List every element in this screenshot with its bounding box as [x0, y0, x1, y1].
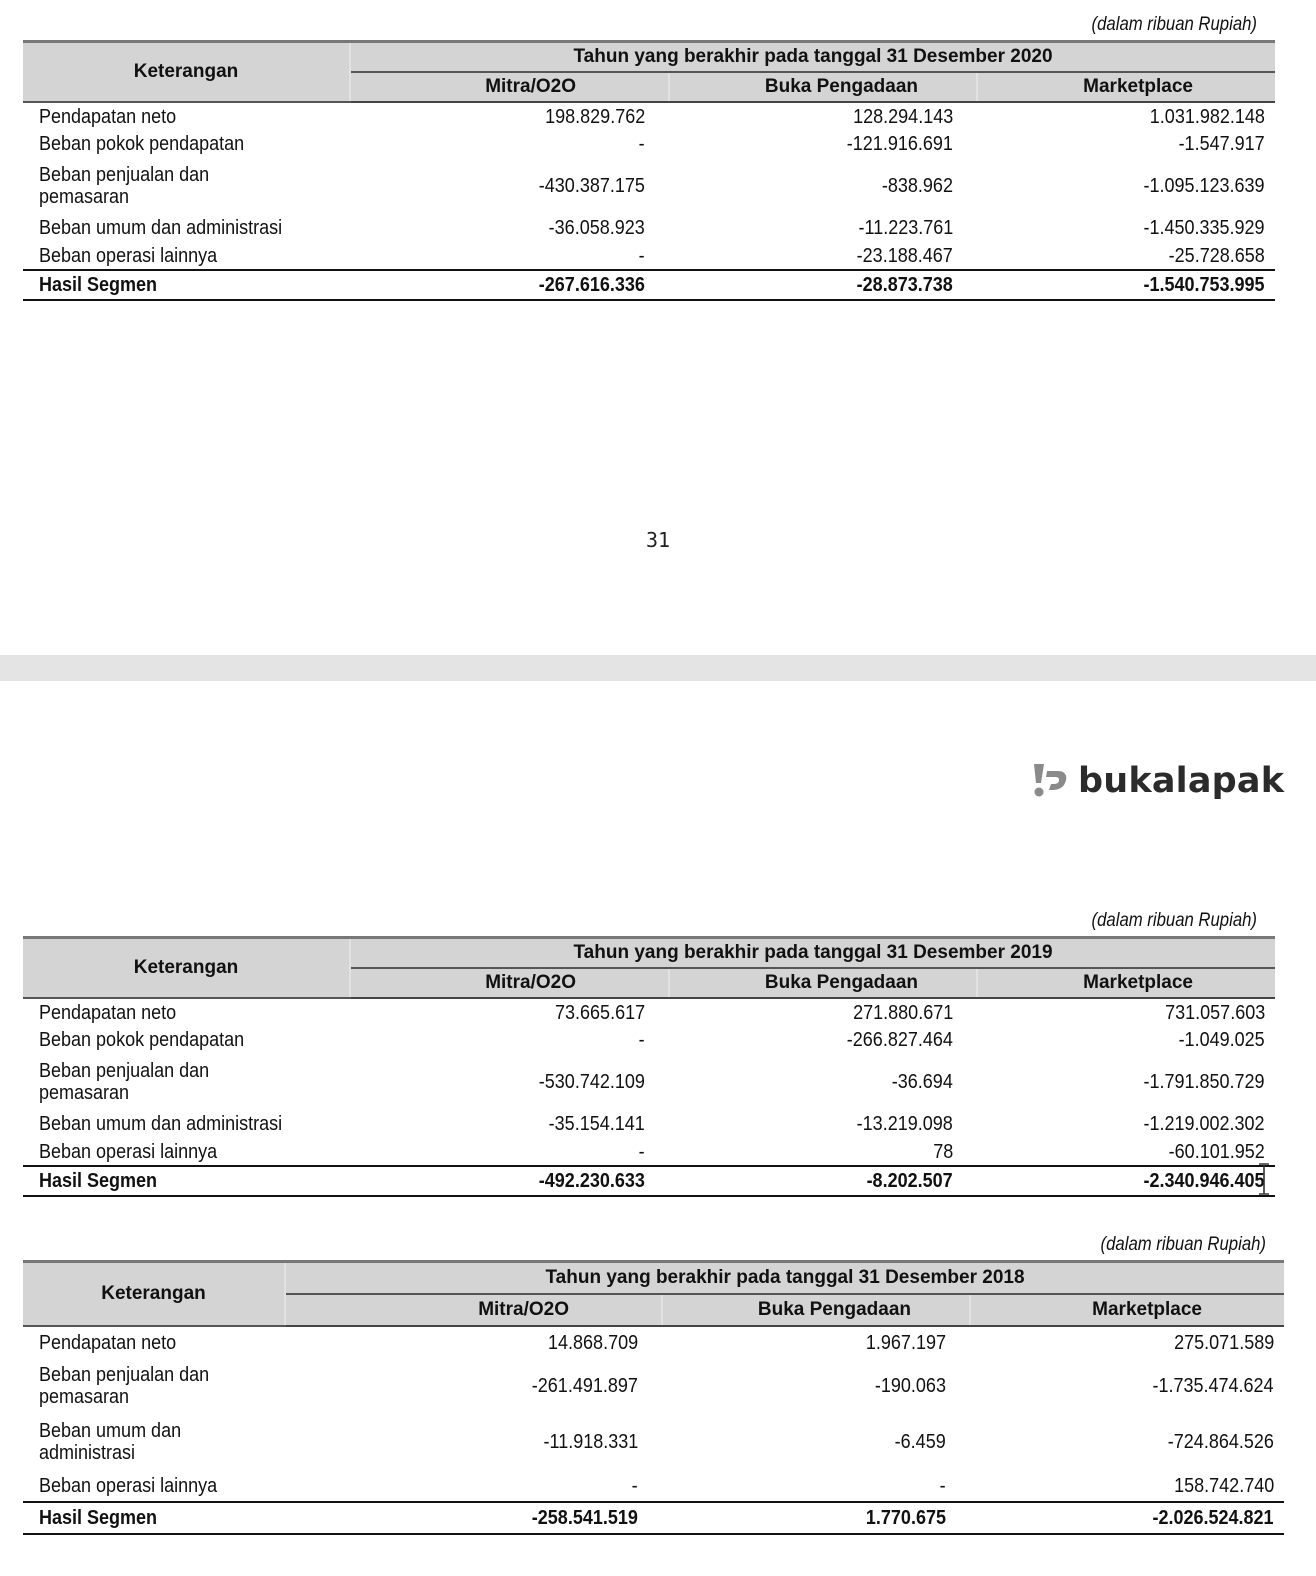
table-row: [23, 242, 1275, 270]
row-label: Beban operasi lainnya: [39, 244, 218, 267]
table-row: [23, 102, 1275, 130]
cell-marketplace: -1.095.123.639: [1143, 175, 1265, 197]
col-header-marketplace: Marketplace: [977, 72, 1275, 102]
table-row: [23, 214, 1275, 242]
header-keterangan: Keterangan: [23, 42, 350, 103]
cell-mitra-o2o: 14.868.709: [547, 1331, 638, 1354]
segment-table-2020: [23, 40, 1275, 301]
cell-buka-pengadaan: -36.694: [891, 1071, 953, 1093]
page-number: 31: [645, 528, 671, 552]
row-label: Pendapatan neto: [39, 105, 177, 128]
table-row: [23, 1358, 1284, 1414]
cell-buka-pengadaan: 1.967.197: [865, 1331, 946, 1354]
cell-marketplace: -60.101.952: [1168, 1140, 1265, 1163]
cell-marketplace: -1.735.474.624: [1152, 1375, 1274, 1397]
table-row-total: [23, 1502, 1284, 1534]
unit-note-2020: (dalam ribuan Rupiah): [1091, 14, 1257, 35]
text-cursor-icon: [1257, 1163, 1271, 1195]
col-header-buka-pengadaan: Buka Pengadaan: [662, 1294, 970, 1326]
cell-buka-pengadaan: -190.063: [874, 1375, 946, 1397]
table-row-total: [23, 270, 1275, 300]
cell-marketplace: 158.742.740: [1173, 1474, 1274, 1497]
table-row: [23, 1470, 1284, 1502]
row-label: Pendapatan neto: [39, 1001, 177, 1024]
table-row: [23, 1138, 1275, 1166]
unit-note-2019: (dalam ribuan Rupiah): [1091, 910, 1257, 931]
col-header-mitra-o2o: Mitra/O2O: [350, 968, 669, 998]
row-label: Beban pokok pendapatan: [39, 1029, 245, 1051]
cell-mitra-o2o: -: [638, 133, 645, 155]
cell-marketplace: -1.791.850.729: [1143, 1071, 1265, 1093]
cell-buka-pengadaan: 128.294.143: [852, 105, 953, 128]
cell-buka-pengadaan: -6.459: [894, 1431, 946, 1453]
cell-buka-pengadaan: -28.873.738: [856, 274, 953, 296]
cell-buka-pengadaan: 271.880.671: [852, 1001, 953, 1024]
table-row: [23, 130, 1275, 158]
header-period-2019: Tahun yang berakhir pada tanggal 31 Desember 2019: [350, 938, 1275, 969]
table-row: [23, 1414, 1284, 1470]
cell-marketplace: -1.049.025: [1178, 1029, 1265, 1051]
row-label: Beban umum dan administrasi: [39, 217, 283, 239]
cell-mitra-o2o: -258.541.519: [531, 1507, 638, 1529]
table-row-total: [23, 1166, 1275, 1196]
cell-buka-pengadaan: 78: [932, 1140, 953, 1163]
unit-note-2018: (dalam ribuan Rupiah): [1100, 1234, 1266, 1255]
row-label: Beban umum dan administrasi: [39, 1113, 283, 1135]
col-header-marketplace: Marketplace: [970, 1294, 1284, 1326]
cell-mitra-o2o: -: [638, 1140, 645, 1163]
table-row: [23, 1054, 1275, 1110]
cell-buka-pengadaan: -121.916.691: [846, 133, 953, 155]
cell-marketplace: -2.340.946.405: [1143, 1170, 1265, 1192]
cell-buka-pengadaan: -23.188.467: [856, 244, 953, 267]
cell-marketplace: 275.071.589: [1173, 1331, 1274, 1354]
header-keterangan: Keterangan: [23, 938, 350, 999]
bukalapak-logo-icon: [1030, 761, 1070, 801]
col-header-buka-pengadaan: Buka Pengadaan: [669, 968, 977, 998]
cell-mitra-o2o: -530.742.109: [538, 1071, 645, 1093]
header-keterangan: Keterangan: [23, 1262, 285, 1327]
cell-marketplace: -1.219.002.302: [1143, 1113, 1265, 1135]
table-row: [23, 998, 1275, 1026]
cell-buka-pengadaan: -266.827.464: [846, 1029, 953, 1051]
cell-mitra-o2o: 198.829.762: [544, 105, 645, 128]
row-label: Beban penjualan dan pemasaran: [39, 1060, 210, 1104]
cell-mitra-o2o: -11.918.331: [543, 1431, 638, 1453]
cell-marketplace: 1.031.982.148: [1149, 105, 1265, 128]
row-label: Hasil Segmen: [39, 1507, 158, 1529]
cell-marketplace: -1.547.917: [1178, 133, 1265, 155]
cell-marketplace: -2.026.524.821: [1152, 1507, 1274, 1529]
cell-mitra-o2o: -261.491.897: [531, 1375, 638, 1397]
row-label: Beban operasi lainnya: [39, 1474, 218, 1497]
bukalapak-logo: [1030, 761, 1284, 801]
cell-mitra-o2o: -: [631, 1474, 638, 1497]
cell-buka-pengadaan: 1.770.675: [865, 1507, 946, 1529]
bukalapak-wordmark: bukalapak: [1078, 761, 1285, 801]
col-header-mitra-o2o: Mitra/O2O: [350, 72, 669, 102]
page-separator: [0, 655, 1316, 681]
cell-buka-pengadaan: -13.219.098: [856, 1113, 953, 1135]
row-label: Hasil Segmen: [39, 274, 158, 296]
cell-marketplace: -1.450.335.929: [1143, 217, 1265, 239]
cell-mitra-o2o: 73.665.617: [554, 1001, 645, 1024]
row-label: Beban umum dan administrasi: [39, 1420, 182, 1464]
row-label: Beban penjualan dan pemasaran: [39, 1364, 210, 1408]
col-header-buka-pengadaan: Buka Pengadaan: [669, 72, 977, 102]
segment-table-2018: [23, 1260, 1284, 1535]
table-row: [23, 1026, 1275, 1054]
segment-table-2019: [23, 936, 1275, 1197]
col-header-marketplace: Marketplace: [977, 968, 1275, 998]
cell-buka-pengadaan: -: [939, 1474, 946, 1497]
row-label: Beban penjualan dan pemasaran: [39, 164, 210, 208]
col-header-mitra-o2o: Mitra/O2O: [285, 1294, 662, 1326]
pdf-page-31: [0, 0, 1316, 655]
cell-buka-pengadaan: -8.202.507: [866, 1170, 953, 1192]
cell-marketplace: -25.728.658: [1168, 244, 1265, 267]
row-label: Pendapatan neto: [39, 1331, 177, 1354]
cell-mitra-o2o: -36.058.923: [548, 217, 645, 239]
cell-mitra-o2o: -35.154.141: [548, 1113, 645, 1135]
cell-buka-pengadaan: -11.223.761: [858, 217, 953, 239]
table-row: [23, 1110, 1275, 1138]
row-label: Hasil Segmen: [39, 1170, 158, 1192]
cell-marketplace: 731.057.603: [1164, 1001, 1265, 1024]
cell-marketplace: -1.540.753.995: [1143, 274, 1265, 296]
row-label: Beban operasi lainnya: [39, 1140, 218, 1163]
cell-mitra-o2o: -267.616.336: [538, 274, 645, 296]
cell-buka-pengadaan: -838.962: [881, 175, 953, 197]
cell-mitra-o2o: -492.230.633: [538, 1170, 645, 1192]
header-period-2020: Tahun yang berakhir pada tanggal 31 Desember 2020: [350, 42, 1275, 73]
cell-mitra-o2o: -: [638, 244, 645, 267]
row-label: Beban pokok pendapatan: [39, 133, 245, 155]
table-row: [23, 1326, 1284, 1358]
cell-mitra-o2o: -: [638, 1029, 645, 1051]
table-row: [23, 158, 1275, 214]
cell-mitra-o2o: -430.387.175: [538, 175, 645, 197]
pdf-page-32: [0, 681, 1316, 1576]
header-period-2018: Tahun yang berakhir pada tanggal 31 Desember 2018: [285, 1262, 1284, 1295]
cell-marketplace: -724.864.526: [1167, 1431, 1274, 1453]
